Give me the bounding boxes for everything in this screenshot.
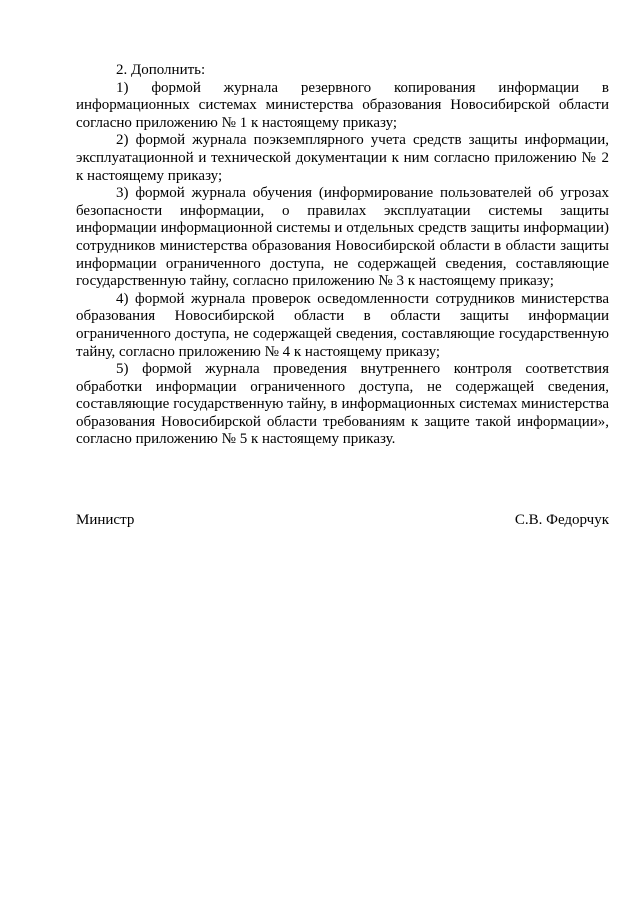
paragraph-supplement-heading: 2. Дополнить:: [116, 62, 206, 78]
signatory-name: С.В. Федорчук: [514, 512, 609, 528]
paragraph-item-4: 4) формой журнала проверок осведомленности сотрудников министерства образования Новосибирской области в области защиты информации ограниченного доступа, не содержащей сведения, составляющие государственную тайну, согласно приложению № 4 к настоящему приказу;: [76, 290, 609, 360]
paragraph-item-2: 2) формой журнала поэкземплярного учета средств защиты информации, эксплуатационной и технической документации к ним согласно приложению № 2 к настоящему приказу;: [76, 132, 609, 184]
signature-block: [76, 512, 609, 530]
paragraph-item-3: 3) формой журнала обучения (информирование пользователей об угрозах безопасности информации, о правилах эксплуатации системы защиты информации информационной системы и отдельных средств защиты информации) сотрудников министерства образования Новосибирской области в области защиты информации ограниченного доступа, не содержащей сведения, составляющие государственную тайну, согласно приложению № 3 к настоящему приказу;: [76, 185, 609, 290]
document-body: [76, 62, 609, 449]
paragraph-item-1: 1) формой журнала резервного копирования информации в информационных системах министерства образования Новосибирской области согласно приложению № 1 к настоящему приказу;: [76, 79, 609, 131]
paragraph-item-5: 5) формой журнала проведения внутреннего контроля соответствия обработки информации ограниченного доступа, не содержащей сведения, составляющие государственную тайну, в информационных системах министерства образования Новосибирской области требованиям к защите такой информации», согласно приложению № 5 к настоящему приказу.: [76, 361, 609, 448]
signatory-position: Министр: [76, 512, 135, 528]
